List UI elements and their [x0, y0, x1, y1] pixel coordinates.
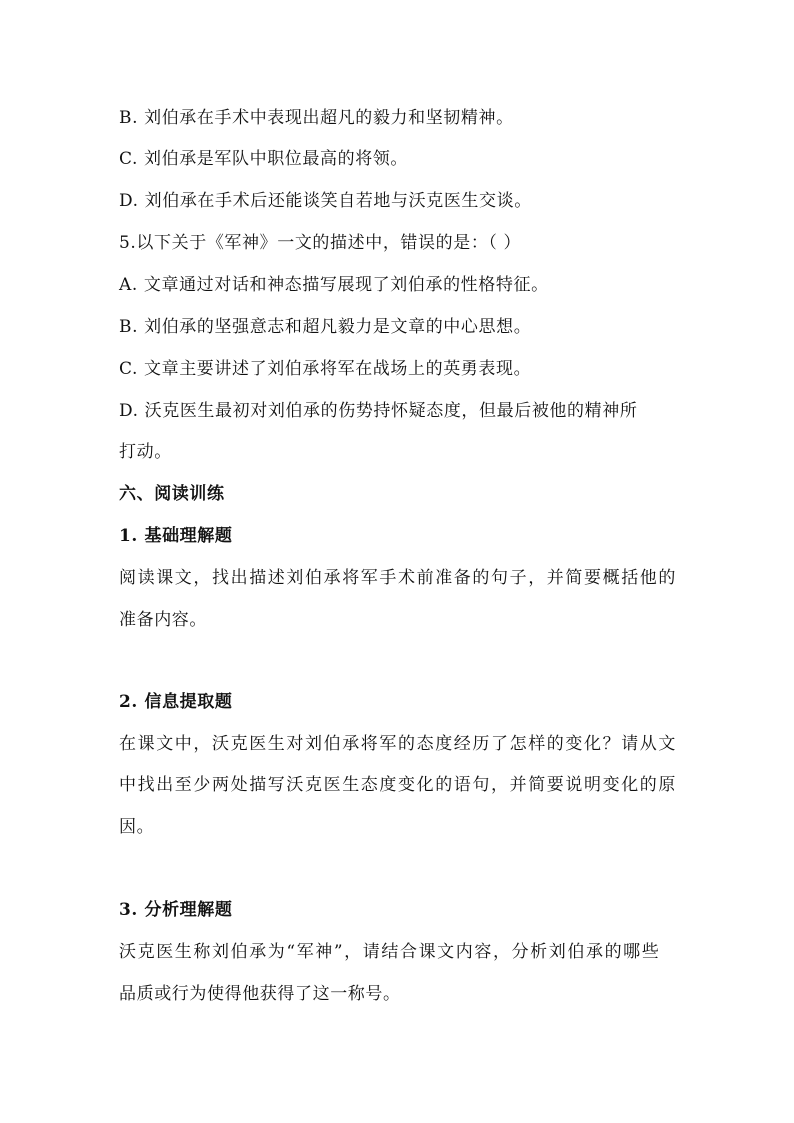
reading-3-body-line2: 品质或行为使得他获得了这一称号。: [119, 984, 401, 1004]
reading-1-title: 1. 基础理解题: [119, 526, 233, 546]
reading-2-body-line2: 中找出至少两处描写沃克医生态度变化的语句，并简要说明变化的原: [119, 775, 677, 795]
reading-1-body-line2: 准备内容。: [119, 610, 207, 630]
reading-3-body-line1: 沃克医生称刘伯承为“军神”，请结合课文内容，分析刘伯承的哪些: [119, 942, 661, 962]
reading-1-body-line1: 阅读课文，找出描述刘伯承将军手术前准备的句子，并简要概括他的: [119, 568, 677, 588]
option-5c: C. 文章主要讲述了刘伯承将军在战场上的英勇表现。: [119, 359, 532, 379]
option-4c: C. 刘伯承是军队中职位最高的将领。: [119, 149, 409, 169]
reading-2-body-line3: 因。: [119, 817, 155, 837]
question-5: 5.以下关于《军神》一文的描述中，错误的是：（ ）: [119, 233, 522, 253]
reading-2-title: 2. 信息提取题: [119, 692, 233, 712]
section-6-heading: 六、阅读训练: [119, 484, 225, 504]
option-5a: A. 文章通过对话和神态描写展现了刘伯承的性格特征。: [119, 275, 549, 295]
reading-3-title: 3. 分析理解题: [119, 900, 233, 920]
option-5d-line2: 打动。: [119, 442, 172, 462]
option-4d: D. 刘伯承在手术后还能谈笑自若地与沃克医生交谈。: [119, 191, 532, 211]
option-5d-line1: D. 沃克医生最初对刘伯承的伤势持怀疑态度，但最后被他的精神所: [119, 401, 638, 421]
option-5b: B. 刘伯承的坚强意志和超凡毅力是文章的中心思想。: [119, 317, 532, 337]
option-4b: B. 刘伯承在手术中表现出超凡的毅力和坚韧精神。: [119, 108, 514, 128]
reading-2-body-line1: 在课文中，沃克医生对刘伯承将军的态度经历了怎样的变化？请从文: [119, 734, 677, 754]
